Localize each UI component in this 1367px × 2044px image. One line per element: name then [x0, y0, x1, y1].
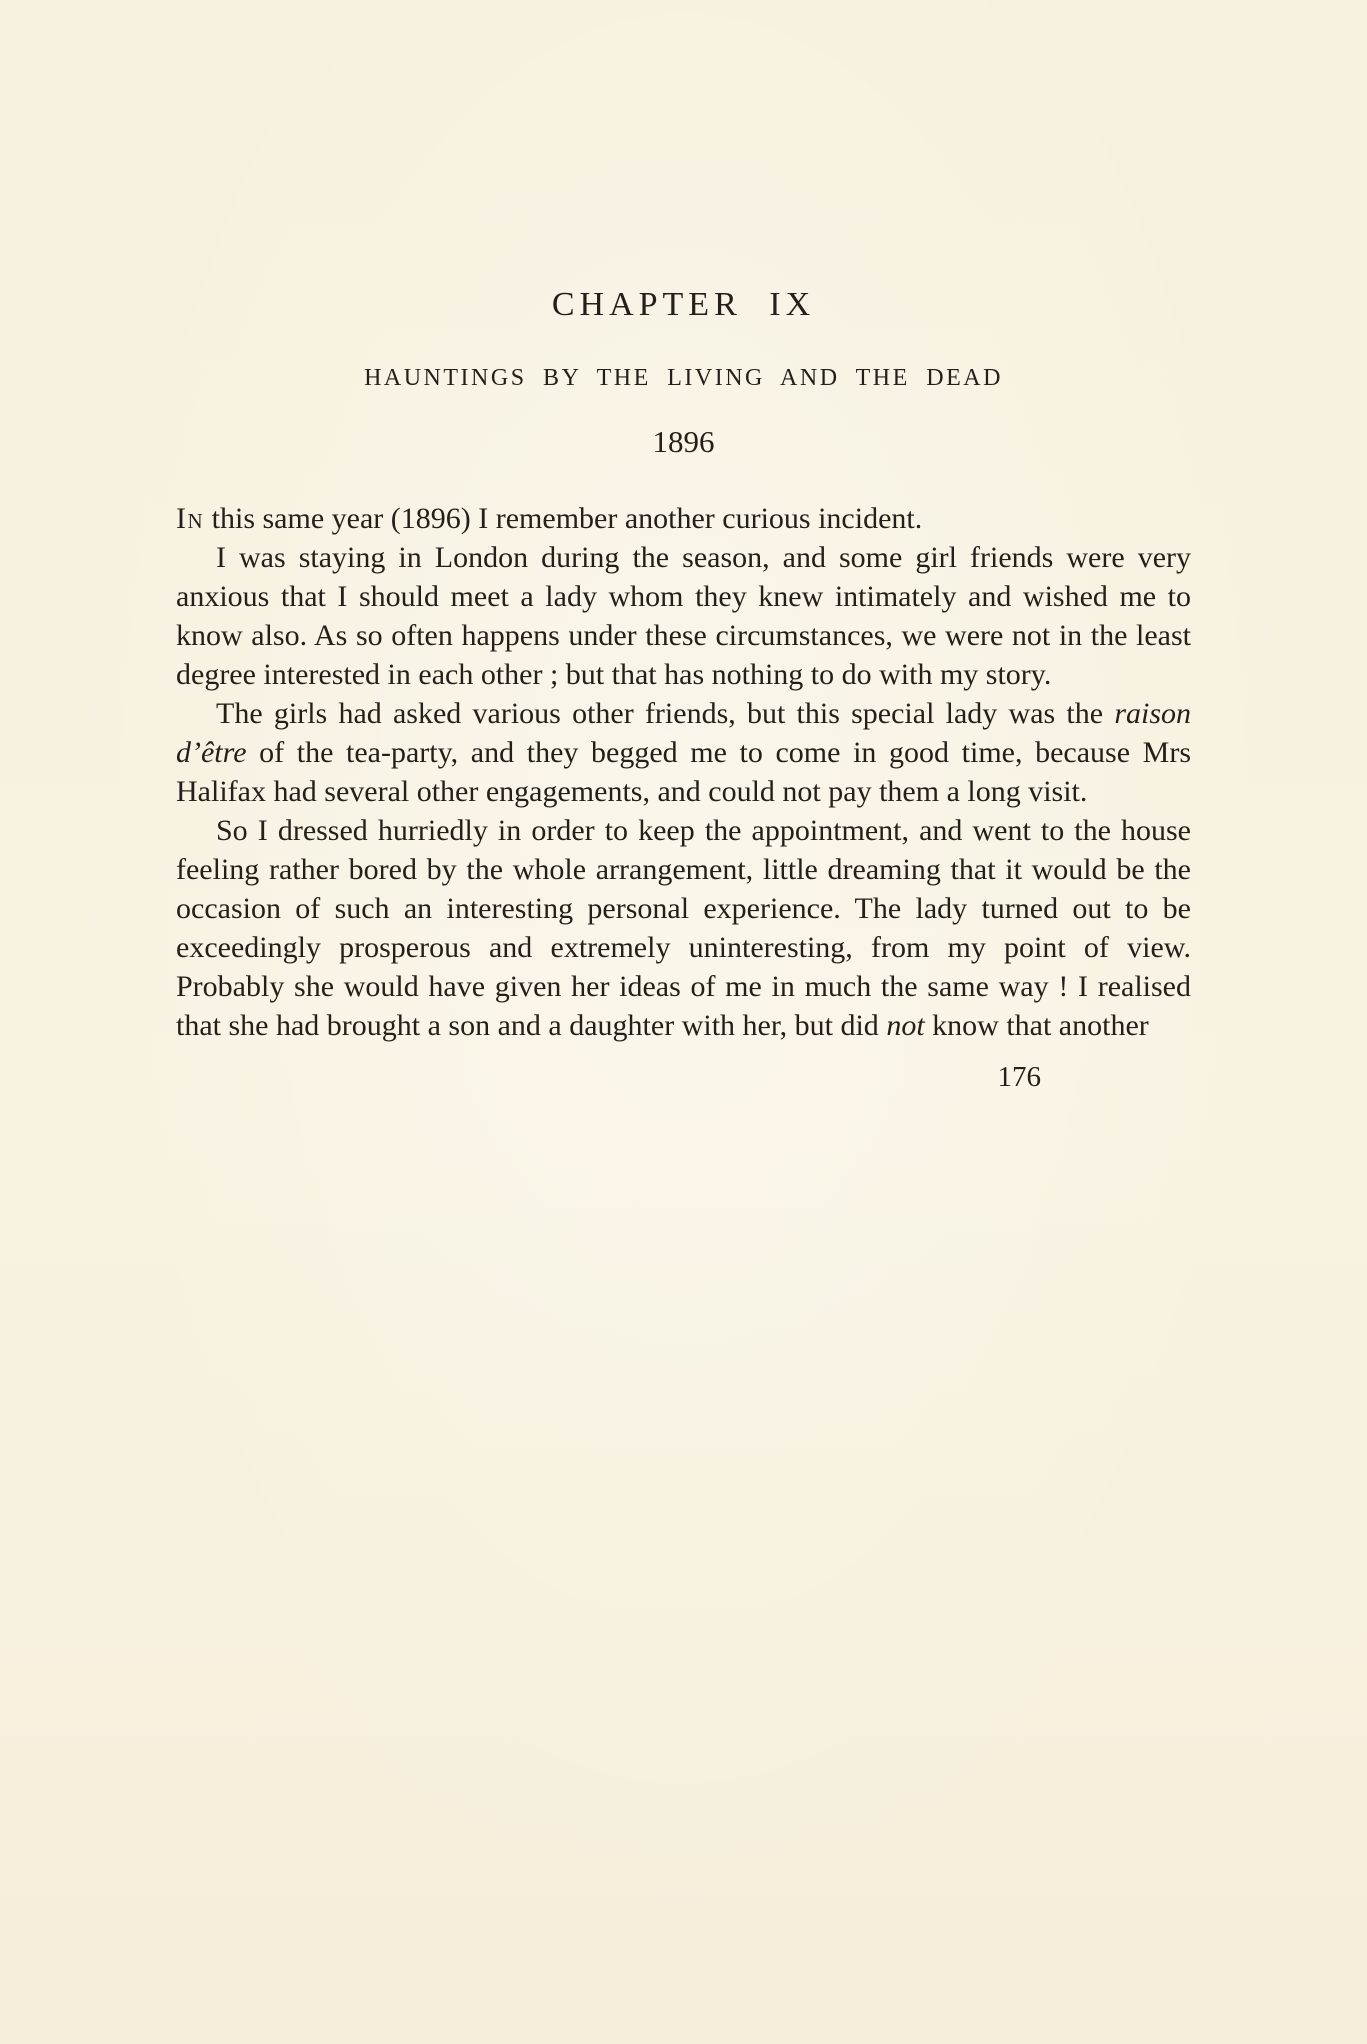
chapter-year: 1896 — [652, 424, 715, 459]
text-segment: So I dressed hurriedly in order to keep the appointment, and went to the house feeling rather bored by the whole arrangement, little dreaming that it would be the occasion of such an interesting personal experience. The lady turned out to be exceedingly prosperous and extremely uninteresting, from my point of view. Probably she would have given her ideas of me in much the same way ! I realised that she had brought a son and a daughter with her, but did — [176, 814, 1191, 1042]
text-segment: In — [176, 502, 205, 535]
text-segment: know that another — [924, 1009, 1149, 1042]
paragraph — [176, 811, 1191, 1045]
text-segment: of the tea-party, and they begged me to come in good time, because Mrs Halifax had several other engagements, and could not pay them a long visit. — [176, 736, 1191, 808]
text-segment: raison d’être — [176, 697, 1191, 769]
paragraph — [176, 538, 1191, 694]
chapter-heading: CHAPTER IX — [551, 286, 816, 323]
chapter-subtitle: HAUNTINGS BY THE LIVING AND THE DEAD — [364, 365, 1003, 391]
body-text — [176, 499, 1191, 1045]
text-segment: I was staying in London during the season, and some girl friends were very anxious that I should meet a lady whom they knew intimately and wished me to know also. As so often happens under these circumstances, we were not in the least degree interested in each other ; but that has nothing to do with my story. — [176, 541, 1191, 691]
text-segment: The girls had asked various other friends, but this special lady was the — [216, 697, 1115, 730]
paragraph — [176, 694, 1191, 811]
text-segment: not — [886, 1009, 925, 1042]
text-segment: this same year (1896) I remember another curious incident. — [204, 502, 923, 535]
page-number: 176 — [997, 1061, 1041, 1093]
paragraph — [176, 499, 1191, 538]
